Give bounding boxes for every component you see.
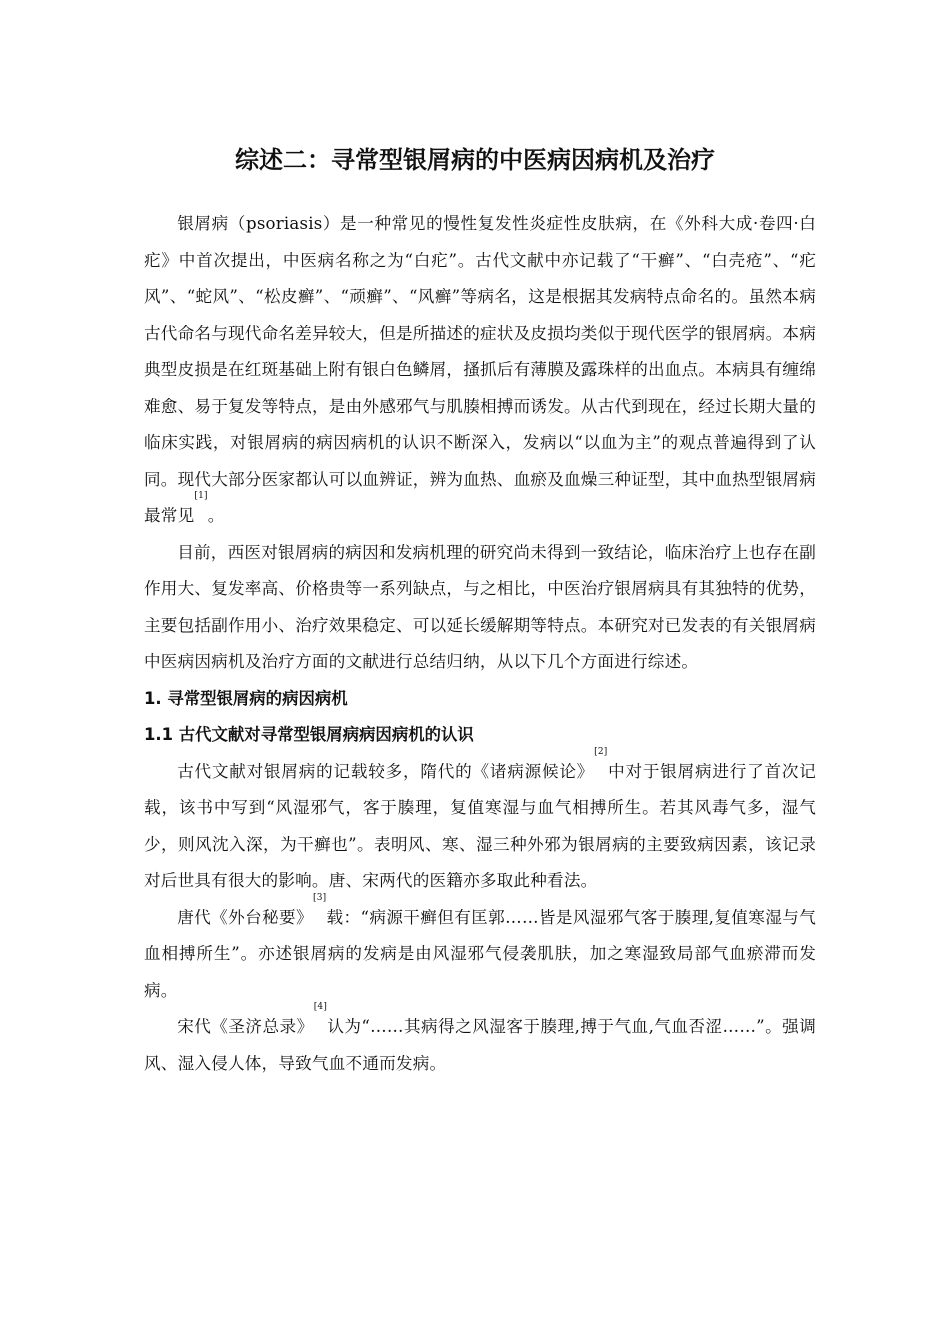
paragraph-sui-post: 中对于银屑病进行了首次记载，该书中写到“风湿邪气，客于腠理，复值寒湿与血气相搏所生。若其风毒气多，湿气少，则风沈入深，为干癣也”。表明风、寒、湿三种外邪为银屑病的主要致病因素，该记录对后世具有很大的影响。唐、宋两代的医籍亦多取此种看法。 [144, 761, 816, 890]
citation-ref-2[interactable]: [2] [594, 746, 608, 757]
paragraph-song-post: 认为“……其病得之风湿客于腠理,搏于气血,气血否涩……”。强调风、湿入侵人体，导致气血不通而发病。 [144, 1017, 817, 1073]
paragraph-current-status: 目前，西医对银屑病的病因和发病机理的研究尚未得到一致结论，临床治疗上也存在副作用大、复发率高、价格贵等一系列缺点，与之相比，中医治疗银屑病具有其独特的优势，主要包括副作用小、治疗效果稳定、可以延长缓解期等特点。本研究对已发表的有关银屑病中医病因病机及治疗方面的文献进行总结归纳，从以下几个方面进行综述。 [144, 542, 816, 671]
citation-ref-3[interactable]: [3] [313, 892, 327, 903]
paragraph-sui-dynasty [144, 746, 816, 900]
paragraph-tang-post: 载：“病源干癣但有匡郭……皆是风湿邪气客于腠理,复值寒湿与气血相搏所生”。亦述银屑病的发病是由风湿邪气侵袭肌肤，加之寒湿致局部气血瘀滞而发病。 [144, 907, 816, 1000]
citation-ref-4[interactable]: [4] [313, 1002, 328, 1012]
paragraph-intro-tail: 。 [207, 506, 225, 525]
paragraph-song-pre: 宋代《圣济总录》 [177, 1017, 314, 1036]
section-heading-1: 1. 寻常型银屑病的病因病机 [144, 688, 348, 708]
document-body [144, 206, 816, 1082]
paragraph-intro [144, 206, 816, 535]
citation-ref-1[interactable]: [1] [194, 491, 208, 501]
paragraph-sui-pre: 古代文献对银屑病的记载较多，隋代的《诸病源候论》 [177, 761, 595, 781]
paragraph-intro-text: 银屑病（psoriasis）是一种常见的慢性复发性炎症性皮肤病，在《外科大成·卷四·白疕》中首次提出，中医病名称之为“白疕”。古代文献中亦记载了“干癣”、“白壳疮”、“疕风”、“蛇风”、“松皮癣”、“顽癣”、“风癣”等病名，这是根据其发病特点命名的。虽然本病古代命名与现代命名差异较大，但是所描述的症状及皮损均类似于现代医学的银屑病。本病典型皮损是在红斑基础上附有银白色鳞屑，搔抓后有薄膜及露珠样的出血点。本病具有缠绵难愈、易于复发等特点，是由外感邪气与肌腠相搏而诱发。从古代到现在，经过长期大量的临床实践，对银屑病的病因病机的认识不断深入，发病以“以血为主”的观点普遍得到了认同。现代大部分医家都认可以血辨证，辨为血热、血瘀及血燥三种证型，其中血热型银屑病最常见 [144, 214, 816, 525]
paragraph-tang-dynasty [144, 892, 816, 1010]
document-title: 综述二：寻常型银屑病的中医病因病机及治疗 [235, 146, 715, 174]
paragraph-tang-pre: 唐代《外台秘要》 [177, 907, 313, 927]
paragraph-song-dynasty [144, 1002, 817, 1082]
section-heading-1-1: 1.1 古代文献对寻常型银屑病病因病机的认识 [144, 725, 474, 744]
